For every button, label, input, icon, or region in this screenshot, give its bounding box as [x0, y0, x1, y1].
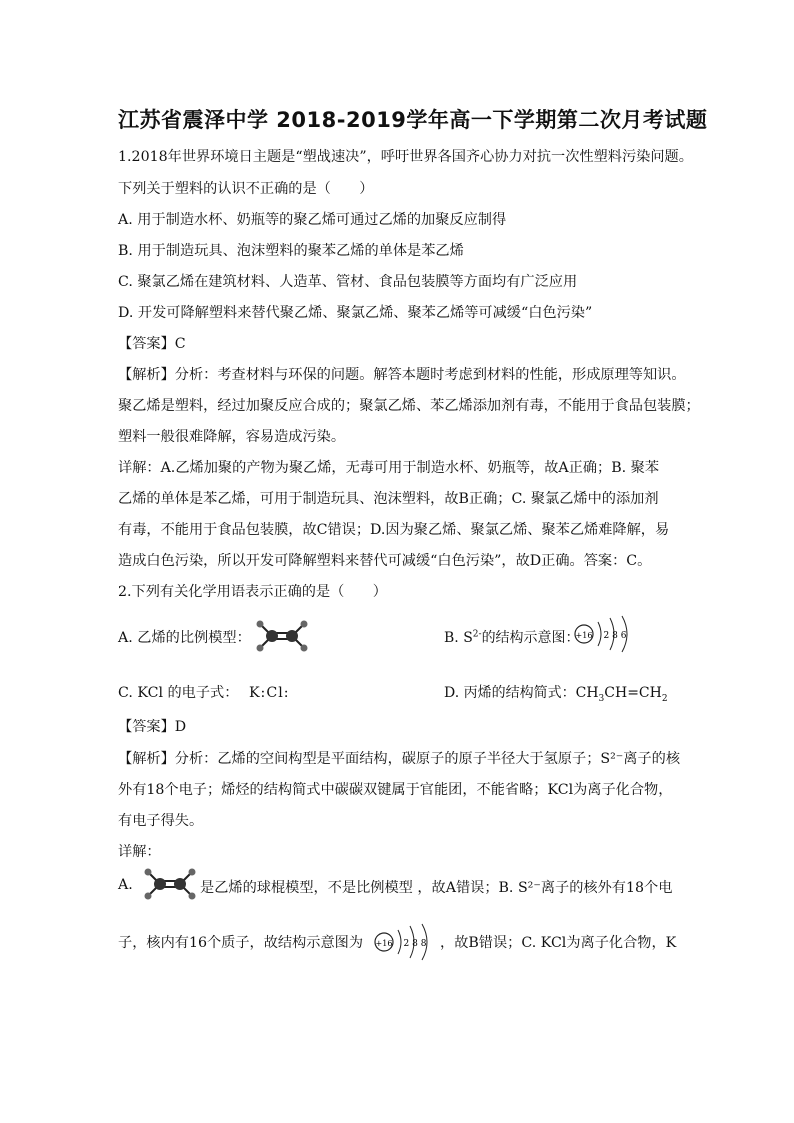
q2-analysis-line: 外有18个电子；烯烃的结构简式中碳碳双键属于官能团，不能省略；KCl为离子化合物，	[118, 782, 673, 798]
q2-option-c-formula: K:Cl:	[248, 685, 290, 701]
q2-option-d-rest: CH=CH	[604, 685, 662, 701]
q2-option-a: A. 乙烯的比例模型：	[118, 630, 251, 646]
q2-option-d	[444, 682, 668, 704]
q1-option-a: A. 用于制造水杯、奶瓶等的聚乙烯可通过乙烯的加聚反应制得	[118, 212, 507, 228]
q1-analysis-line: 塑料一般很难降解，容易造成污染。	[118, 429, 346, 445]
diagram-shells: 2 8 8	[403, 939, 427, 949]
q1-answer: 【答案】C	[118, 336, 186, 352]
q1-stem-line1: 1.2018年世界环境日主题是“塑战速决”，呼吁世界各国齐心协力对抗一次性塑料污染问题。	[118, 149, 693, 165]
q1-analysis-line: 详解：A.乙烯加聚的产物为聚乙烯，无毒可用于制造水杯、奶瓶等，故A正确；B. 聚苯	[118, 460, 660, 476]
q1-analysis-line: 聚乙烯是塑料，经过加聚反应合成的；聚氯乙烯、苯乙烯添加剂有毒，不能用于食品包装膜；	[118, 398, 700, 414]
q1-analysis-line: 造成白色污染，所以开发可降解塑料来替代可减缓“白色污染”，故D正确。答案：C。	[118, 553, 652, 569]
q2-option-d-sub2: 2	[661, 693, 668, 704]
q2-analysis-line: 【解析】分析：乙烯的空间构型是平面结构，碳原子的原子半径大于氢原子；S²⁻离子的核	[118, 751, 681, 767]
diagram-shells: 2 8 6	[603, 631, 627, 641]
q1-analysis-line: 【解析】分析：考查材料与环保的问题。解答本题时考虑到材料的性能，形成原理等知识。	[118, 367, 686, 383]
diagram-nucleus: +16	[375, 939, 393, 948]
q2-option-c	[118, 682, 290, 702]
q1-option-d: D. 开发可降解塑料来替代聚乙烯、聚氯乙烯、聚苯乙烯等可减缓“白色污染”	[118, 305, 593, 321]
diagram-nucleus: +16	[575, 631, 593, 640]
q2-stem: 2.下列有关化学用语表示正确的是（ ）	[118, 584, 387, 600]
ethylene-model-icon	[254, 618, 310, 654]
q2-option-b	[444, 627, 580, 647]
q2-option-c-label: C. KCl 的电子式：	[118, 685, 239, 701]
q2-analysis-line: 有电子得失。	[118, 813, 204, 829]
atom-structure-diagram-icon	[372, 922, 438, 962]
q1-option-c: C. 聚氯乙烯在建筑材料、人造革、管材、食品包装膜等方面均有广泛应用	[118, 274, 578, 290]
q1-analysis-line: 有毒，不能用于食品包装膜，故C错误；D.因为聚乙烯、聚氯乙烯、聚苯乙烯难降解，易	[118, 522, 670, 538]
q2-detail-a-text: 是乙烯的球棍模型，不是比例模型 ，故A错误；B. S²⁻离子的核外有18个电	[200, 880, 673, 896]
q2-option-b-sup: 2-	[472, 629, 482, 640]
q1-stem-line2: 下列关于塑料的认识不正确的是（ ）	[118, 181, 374, 197]
q2-detail-a-prefix: A.	[118, 877, 133, 893]
q2-option-d-prefix: D. 丙烯的结构简式：CH	[444, 685, 599, 701]
page-title: 江苏省震泽中学 2018-2019学年高一下学期第二次月考试题	[118, 108, 708, 132]
q2-answer: 【答案】D	[118, 719, 187, 735]
q1-analysis-line: 乙烯的单体是苯乙烯，可用于制造玩具、泡沫塑料，故B正确；C. 聚氯乙烯中的添加剂	[118, 491, 659, 507]
q1-option-b: B. 用于制造玩具、泡沫塑料的聚苯乙烯的单体是苯乙烯	[118, 243, 464, 259]
q2-option-b-suffix: 的结构示意图：	[481, 630, 580, 646]
ethylene-ball-stick-icon	[142, 866, 198, 902]
q2-option-d-sub1: 3	[598, 693, 605, 704]
q2-option-b-prefix: B. S	[444, 630, 473, 646]
q2-analysis-line: 详解：	[118, 844, 161, 860]
atom-structure-diagram-icon	[572, 614, 638, 654]
q2-detail-b-prefix: 子，核内有16个质子，故结构示意图为	[118, 935, 364, 951]
q2-detail-b-suffix: ，故B错误；C. KCl为离子化合物，K	[440, 935, 677, 951]
